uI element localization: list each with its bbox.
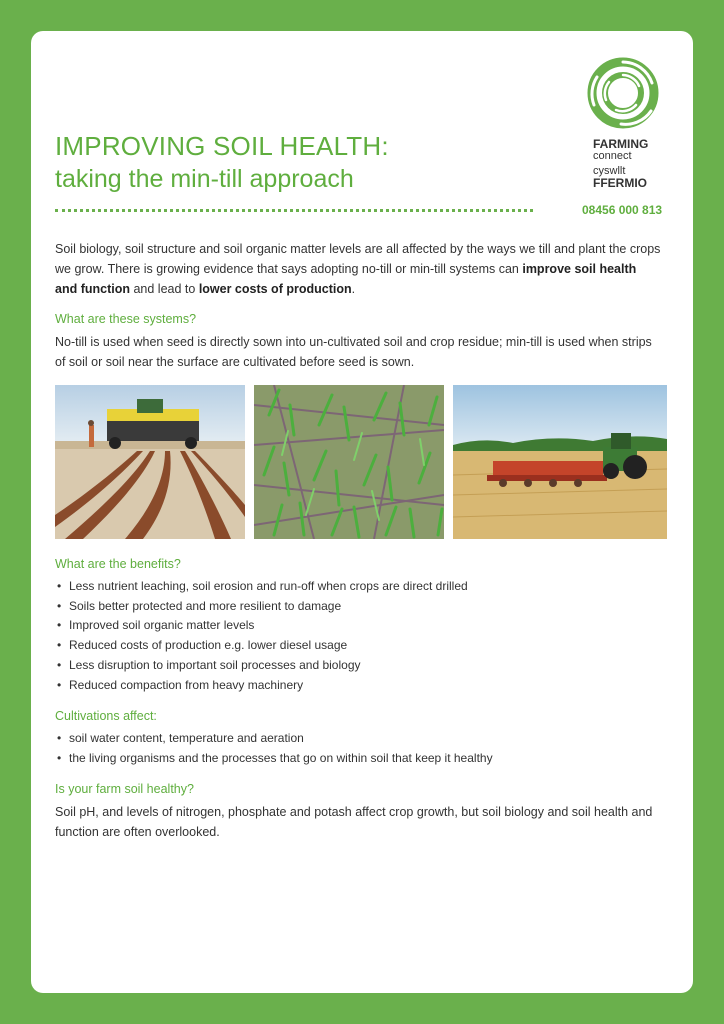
page-card [31,31,693,993]
systems-paragraph: No-till is used when seed is directly sown into un-cultivated soil and crop residue; min-till is used when strips of soil or soil near the surface are cultivated before seed is sown. [55,335,652,369]
phone-number: 08456 000 813 [582,203,663,217]
list-item: • Less disruption to important soil processes and biology [55,656,468,676]
intro-paragraph [55,239,661,299]
page-title: IMPROVING SOIL HEALTH: [55,131,389,161]
logo-line-farming: FARMING [593,137,649,151]
cultivations-heading: Cultivations affect: [55,709,157,723]
intro-text-2: and lead to [130,282,199,296]
intro-bold-1: improve soil health and function [55,262,637,296]
list-item: • soil water content, temperature and aeration [55,729,493,749]
seed-drill-tractor-photo [55,385,245,539]
list-item: • Soils better protected and more resilient to damage [55,597,468,617]
farming-connect-swirl-logo-icon [581,53,665,137]
tractor-cultivator-field-photo [453,385,667,539]
list-item: • Reduced costs of production e.g. lower diesel usage [55,636,468,656]
benefits-list [55,577,468,695]
logo-wordmark [593,138,673,189]
intro-bold-2: lower costs of production [198,282,352,296]
logo-line-connect: connect [593,150,632,162]
intro-text-3: . [351,282,356,296]
logo-line-ffermio: FFERMIO [593,176,647,190]
crop-residue-seedlings-photo [254,385,444,539]
list-item: • Improved soil organic matter levels [55,616,468,636]
list-item: • Less nutrient leaching, soil erosion and run-off when crops are direct drilled [55,577,468,597]
soil-healthy-heading: Is your farm soil healthy? [55,782,194,796]
dotted-divider [55,209,533,212]
list-item: • Reduced compaction from heavy machinery [55,676,468,696]
page-subtitle: taking the min-till approach [55,165,354,193]
logo-line-cyswllt: cyswllt [593,165,626,177]
intro-text-1: Soil biology, soil structure and soil organic matter levels are all affected by the ways we till and plant the crops we grow. There is growing evidence that says adopting no-till or min-till systems can [55,242,661,276]
list-item: • the living organisms and the processes that go on within soil that keep it healthy [55,749,493,769]
soil-healthy-paragraph: Soil pH, and levels of nitrogen, phosphate and potash affect crop growth, but soil biology and soil health and function are often overlooked. [55,805,653,839]
systems-heading: What are these systems? [55,312,197,326]
cultivations-list [55,729,493,768]
benefits-heading: What are the benefits? [55,557,181,571]
